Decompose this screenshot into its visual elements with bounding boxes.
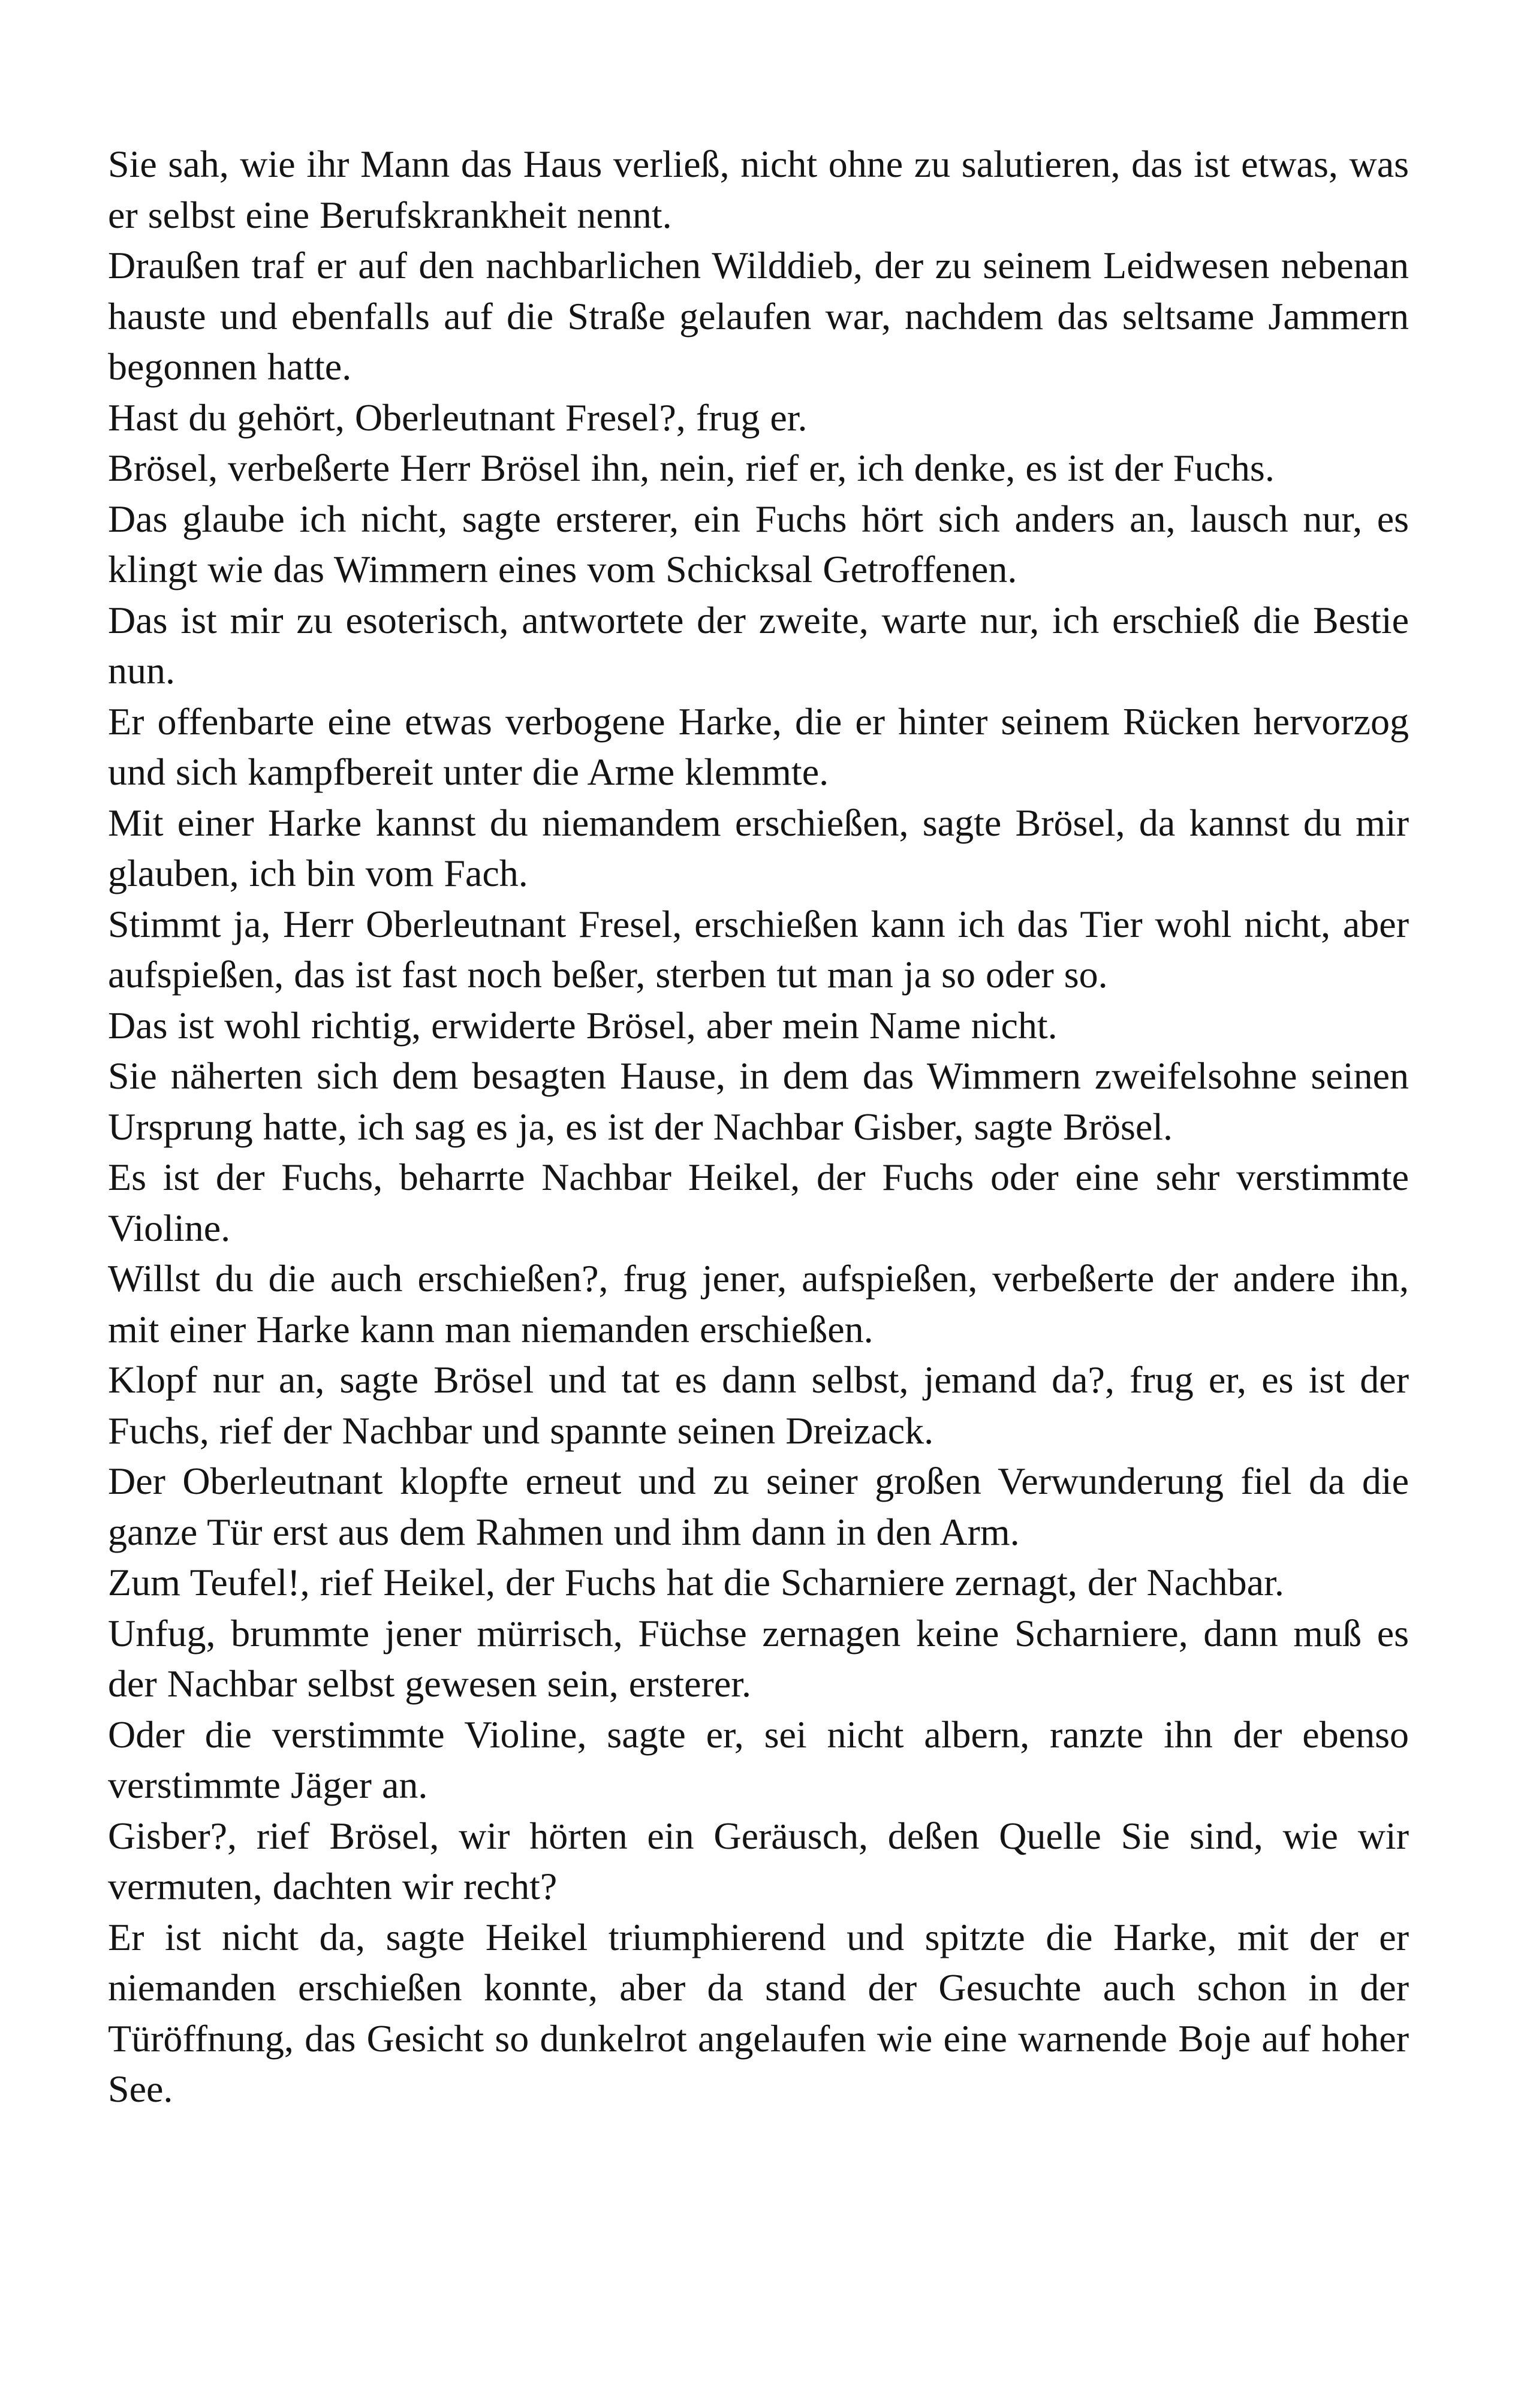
paragraph: Hast du gehört, Oberleutnant Fresel?, frug er. [108,396,808,439]
paragraph: Draußen traf er auf den nachbarlichen Wilddieb, der zu seinem Leidwesen nebenan hauste und ebenfalls auf die Straße gelaufen war, nachdem das seltsame Jammern begonnen hatte. [108,244,1409,388]
paragraph: Das glaube ich nicht, sagte ersterer, ein Fuchs hört sich anders an, lausch nur, es klingt wie das Wimmern eines vom Schicksal Getroffenen. [108,497,1409,590]
paragraph: Er offenbarte eine etwas verbogene Harke, die er hinter seinem Rücken hervorzog und sich kampfbereit unter die Arme klemmte. [108,700,1409,793]
paragraph: Stimmt ja, Herr Oberleutnant Fresel, erschießen kann ich das Tier wohl nicht, aber aufspießen, das ist fast noch beßer, sterben tut man ja so oder so. [108,902,1409,996]
paragraph: Das ist wohl richtig, erwiderte Brösel, aber mein Name nicht. [108,1003,1058,1047]
paragraph: Sie sah, wie ihr Mann das Haus verließ, nicht ohne zu salutieren, das ist etwas, was er selbst eine Berufskrankheit nennt. [108,143,1409,236]
paragraph: Brösel, verbeßerte Herr Brösel ihn, nein, rief er, ich denke, es ist der Fuchs. [108,447,1275,489]
paragraph: Willst du die auch erschießen?, frug jener, aufspießen, verbeßerte der andere ihn, mit einer Harke kann man niemanden erschießen. [108,1257,1409,1351]
paragraph: Gisber?, rief Brösel, wir hörten ein Geräusch, deßen Quelle Sie sind, wie wir vermuten, dachten wir recht? [108,1814,1409,1907]
paragraph: Sie näherten sich dem besagten Hause, in dem das Wimmern zweifelsohne seinen Ursprung hatte, ich sag es ja, es ist der Nachbar Gisber, sagte Brösel. [108,1054,1409,1148]
paragraph: Oder die verstimmte Violine, sagte er, sei nicht albern, ranzte ihn der ebenso verstimmte Jäger an. [108,1713,1409,1806]
paragraph: Es ist der Fuchs, beharrte Nachbar Heikel, der Fuchs oder eine sehr verstimmte Violine. [108,1156,1409,1249]
paragraph: Das ist mir zu esoterisch, antwortete der zweite, warte nur, ich erschieß die Bestie nun. [108,598,1409,692]
document-body [108,139,1409,2115]
paragraph: Klopf nur an, sagte Brösel und tat es dann selbst, jemand da?, frug er, es ist der Fuchs, rief der Nachbar und spannte seinen Dreizack. [108,1358,1409,1452]
paragraph: Der Oberleutnant klopfte erneut und zu seiner großen Verwunderung fiel da die ganze Tür erst aus dem Rahmen und ihm dann in den Arm. [108,1460,1409,1553]
paragraph: Unfug, brummte jener mürrisch, Füchse zernagen keine Scharniere, dann muß es der Nachbar selbst gewesen sein, ersterer. [108,1611,1409,1705]
paragraph: Er ist nicht da, sagte Heikel triumphierend und spitzte die Harke, mit der er niemanden erschießen konnte, aber da stand der Gesuchte auch schon in der Türöffnung, das Gesicht so dunkelrot angelaufen wie eine warnende Boje auf hoher See. [108,1915,1409,2110]
paragraph: Mit einer Harke kannst du niemandem erschießen, sagte Brösel, da kannst du mir glauben, ich bin vom Fach. [108,801,1409,894]
paragraph: Zum Teufel!, rief Heikel, der Fuchs hat die Scharniere zernagt, der Nachbar. [108,1561,1284,1604]
